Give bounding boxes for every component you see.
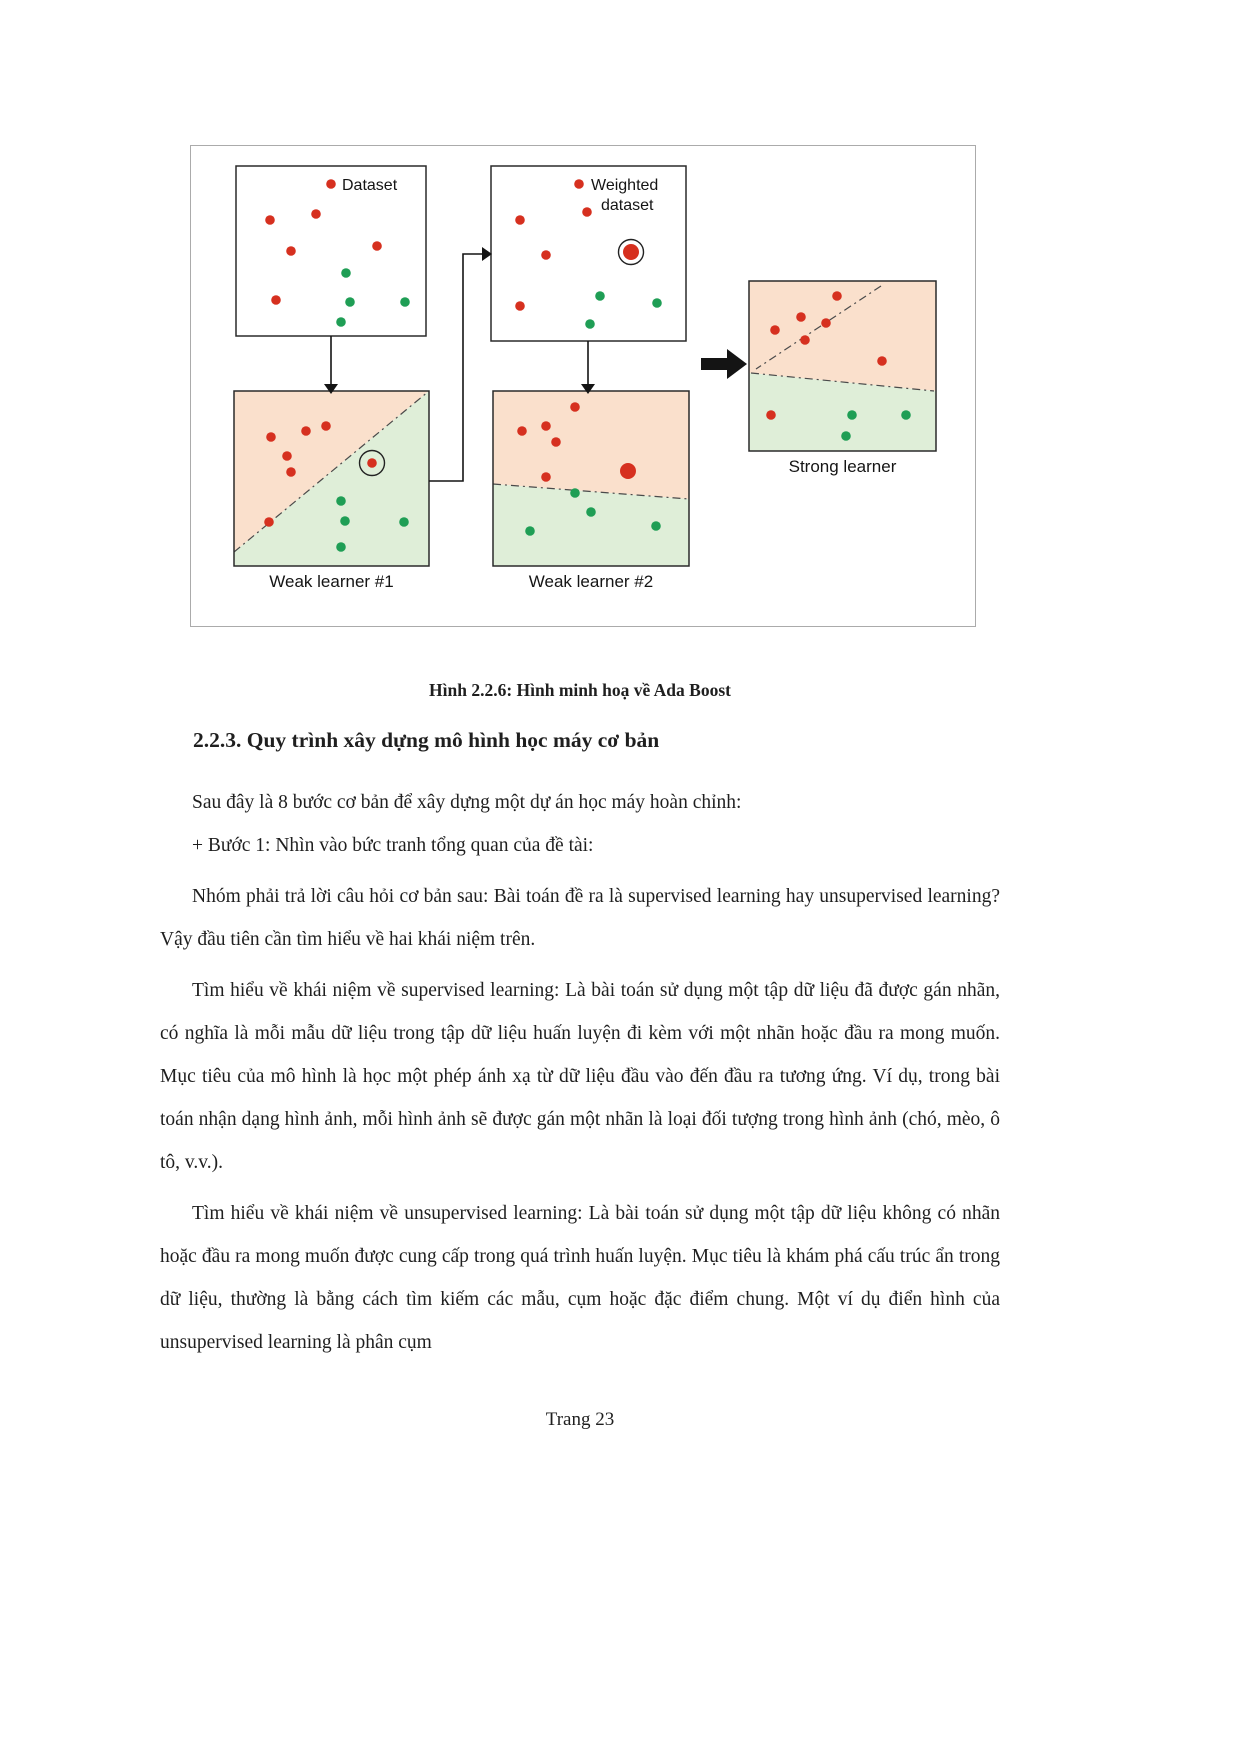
red-point (286, 467, 296, 477)
panel-caption: Weak learner #2 (528, 572, 654, 591)
panel-inner-label: dataset (601, 197, 654, 214)
green-point (340, 516, 350, 526)
connector-line (429, 254, 482, 481)
red-point (271, 295, 281, 305)
green-point (652, 298, 662, 308)
panel-caption: Strong learner (788, 457, 897, 476)
red-point (517, 426, 527, 436)
adaboost-figure (190, 145, 976, 627)
red-point (372, 241, 382, 251)
red-point (321, 421, 331, 431)
figure-panel-strong-learner (749, 281, 936, 476)
red-point (311, 209, 321, 219)
red-point (541, 421, 551, 431)
adaboost-figure-svg (191, 146, 975, 626)
paragraph: Tìm hiểu về khái niệm về supervised learning: Là bài toán sử dụng một tập dữ liệu đã được gán nhãn, có nghĩa là mỗi mẫu dữ liệu trong tập dữ liệu huấn luyện đi kèm với một nhãn hoặc đầu ra mong muốn. Mục tiêu của mô hình là học một phép ánh xạ từ dữ liệu đầu vào đến đầu ra tương ứng. Ví dụ, trong bài toán nhận dạng hình ảnh, mỗi hình ảnh sẽ được gán một nhãn là loại đối tượng trong hình ảnh (chó, mèo, ô tô, v.v.). (160, 980, 1000, 1173)
red-point (796, 312, 806, 322)
red-point (266, 432, 276, 442)
figure-caption: Hình 2.2.6: Hình minh hoạ về Ada Boost (429, 680, 731, 700)
figure-panel-weak-learner-1 (234, 391, 429, 591)
figure-panel-weighted-dataset (491, 166, 686, 341)
page-number: Trang 23 (545, 1409, 615, 1430)
panel-inner-label: Dataset (342, 177, 398, 194)
red-point (367, 458, 377, 468)
panel-inner-label: Weighted (591, 177, 659, 194)
red-point (301, 426, 311, 436)
green-point (595, 291, 605, 301)
label-marker-dot (574, 179, 584, 189)
big-right-arrow-icon (701, 349, 747, 379)
green-point (400, 297, 410, 307)
red-point (800, 335, 810, 345)
green-point (847, 410, 857, 420)
green-point (901, 410, 911, 420)
paragraph: Sau đây là 8 bước cơ bản để xây dựng một dự án học máy hoàn chỉnh: (192, 792, 742, 813)
red-point (264, 517, 274, 527)
green-point (570, 488, 580, 498)
paragraph: + Bước 1: Nhìn vào bức tranh tổng quan của đề tài: (192, 835, 594, 856)
label-marker-dot (326, 179, 336, 189)
green-point (841, 431, 851, 441)
red-point (821, 318, 831, 328)
red-point (551, 437, 561, 447)
red-point (515, 215, 525, 225)
green-point (586, 507, 596, 517)
weighted-red-point (620, 463, 636, 479)
red-point (570, 402, 580, 412)
green-point (525, 526, 535, 536)
paragraph: Tìm hiểu về khái niệm về unsupervised learning: Là bài toán sử dụng một tập dữ liệu không có nhãn hoặc đầu ra mong muốn được cung cấp trong quá trình huấn luyện. Mục tiêu là khám phá cấu trúc ẩn trong dữ liệu, thường là bằng cách tìm kiếm các mẫu, cụm hoặc đặc điểm chung. Một ví dụ điển hình của unsupervised learning là phân cụm (160, 1203, 1000, 1353)
content-column (160, 677, 1000, 1434)
green-point (341, 268, 351, 278)
section-heading: 2.2.3. Quy trình xây dựng mô hình học máy cơ bản (193, 728, 660, 752)
green-point (651, 521, 661, 531)
red-point (832, 291, 842, 301)
red-point (582, 207, 592, 217)
red-point (286, 246, 296, 256)
green-point (345, 297, 355, 307)
paragraph: Nhóm phải trả lời câu hỏi cơ bản sau: Bài toán đề ra là supervised learning hay unsupervised learning? Vậy đầu tiên cần tìm hiểu về hai khái niệm trên. (160, 886, 1000, 950)
red-point (877, 356, 887, 366)
green-point (585, 319, 595, 329)
weighted-red-point (623, 244, 639, 260)
red-point (265, 215, 275, 225)
green-point (336, 542, 346, 552)
figure-panel-weak-learner-2 (493, 391, 689, 591)
figure-panel-dataset (236, 166, 426, 336)
red-point (282, 451, 292, 461)
red-point (541, 472, 551, 482)
panel-caption: Weak learner #1 (269, 572, 394, 591)
red-point (515, 301, 525, 311)
red-point (770, 325, 780, 335)
green-point (399, 517, 409, 527)
red-point (541, 250, 551, 260)
green-point (336, 496, 346, 506)
red-point (766, 410, 776, 420)
green-point (336, 317, 346, 327)
